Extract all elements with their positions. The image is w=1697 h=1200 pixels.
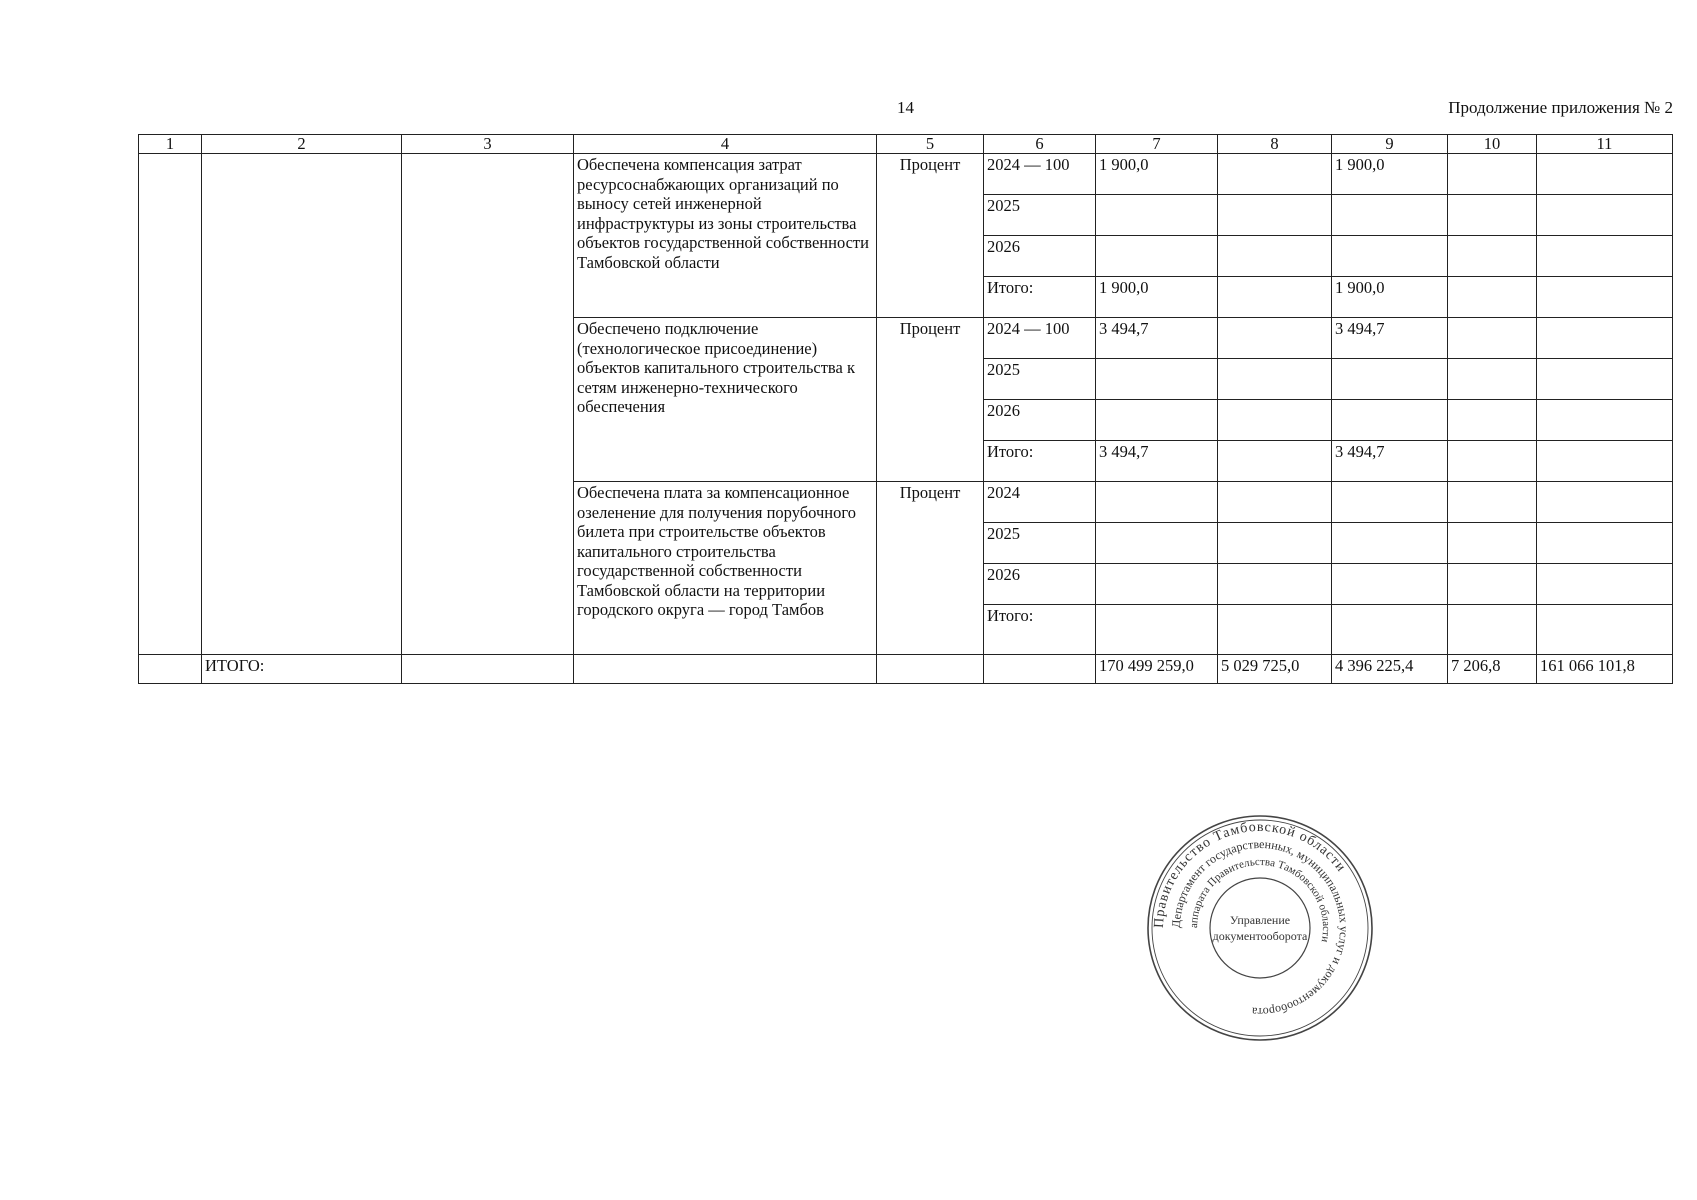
value-cell xyxy=(1218,441,1332,482)
total-row xyxy=(139,655,1673,684)
column-header: 11 xyxy=(1537,135,1673,154)
value-cell xyxy=(1218,523,1332,564)
indicator-description: Обеспечена компенсация затрат ресурсоснабжающих организаций по выносу сетей инженерной инфраструктуры из зоны строительства объектов государственной собственности Тамбовской области xyxy=(574,154,877,318)
column-header: 7 xyxy=(1096,135,1218,154)
value-cell xyxy=(1537,605,1673,655)
year-cell: 2026 xyxy=(984,236,1096,277)
stamp-inner-text: аппарата Правительства Тамбовской области xyxy=(1187,855,1333,944)
value-cell: 1 900,0 xyxy=(1332,154,1448,195)
value-cell xyxy=(1448,277,1537,318)
value-cell xyxy=(1537,400,1673,441)
value-cell xyxy=(1537,277,1673,318)
value-cell: 3 494,7 xyxy=(1332,318,1448,359)
value-cell xyxy=(1332,564,1448,605)
value-cell xyxy=(1448,605,1537,655)
value-cell xyxy=(1332,236,1448,277)
value-cell xyxy=(1096,605,1218,655)
page-number: 14 xyxy=(897,98,914,117)
cell-col3 xyxy=(402,154,574,655)
budget-table xyxy=(138,134,1673,684)
value-cell xyxy=(1537,154,1673,195)
year-cell: 2025 xyxy=(984,359,1096,400)
year-cell: 2025 xyxy=(984,523,1096,564)
value-cell xyxy=(1218,154,1332,195)
value-cell xyxy=(1096,523,1218,564)
unit-cell: Процент xyxy=(877,154,984,318)
value-cell xyxy=(1218,318,1332,359)
column-header: 5 xyxy=(877,135,984,154)
value-cell xyxy=(1096,400,1218,441)
cell-col3 xyxy=(402,655,574,684)
total-value: 161 066 101,8 xyxy=(1537,655,1673,684)
total-value: 170 499 259,0 xyxy=(1096,655,1218,684)
stamp-center-line1: Управление xyxy=(1229,913,1291,927)
cell-col2 xyxy=(202,154,402,655)
value-cell xyxy=(1448,154,1537,195)
cell-col1 xyxy=(139,655,202,684)
value-cell xyxy=(1537,318,1673,359)
value-cell xyxy=(1448,318,1537,359)
value-cell xyxy=(1448,482,1537,523)
year-cell: Итого: xyxy=(984,605,1096,655)
value-cell xyxy=(1448,400,1537,441)
year-cell: Итого: xyxy=(984,277,1096,318)
total-label: ИТОГО: xyxy=(202,655,402,684)
value-cell xyxy=(1448,236,1537,277)
value-cell xyxy=(1332,523,1448,564)
value-cell xyxy=(1096,236,1218,277)
column-header: 4 xyxy=(574,135,877,154)
year-cell: 2024 — 100 xyxy=(984,154,1096,195)
official-stamp xyxy=(1143,813,1377,1043)
value-cell xyxy=(1537,564,1673,605)
total-value: 7 206,8 xyxy=(1448,655,1537,684)
stamp-center-line2: документооборота xyxy=(1212,929,1308,943)
value-cell: 3 494,7 xyxy=(1096,441,1218,482)
unit-cell: Процент xyxy=(877,482,984,655)
year-cell: 2025 xyxy=(984,195,1096,236)
stamp-middle-text: Департамент государственных, муниципальных услуг и документооборота xyxy=(1168,836,1352,1020)
value-cell xyxy=(1448,195,1537,236)
value-cell xyxy=(1332,482,1448,523)
value-cell xyxy=(1218,359,1332,400)
value-cell xyxy=(1332,605,1448,655)
value-cell xyxy=(1218,236,1332,277)
column-header: 2 xyxy=(202,135,402,154)
value-cell xyxy=(1096,564,1218,605)
cell-col6 xyxy=(984,655,1096,684)
year-cell: Итого: xyxy=(984,441,1096,482)
year-cell: 2024 — 100 xyxy=(984,318,1096,359)
value-cell xyxy=(1448,564,1537,605)
column-header: 3 xyxy=(402,135,574,154)
value-cell xyxy=(1218,482,1332,523)
value-cell: 3 494,7 xyxy=(1096,318,1218,359)
value-cell xyxy=(1448,523,1537,564)
value-cell xyxy=(1537,482,1673,523)
year-cell: 2026 xyxy=(984,564,1096,605)
column-header: 10 xyxy=(1448,135,1537,154)
value-cell: 1 900,0 xyxy=(1096,154,1218,195)
value-cell: 3 494,7 xyxy=(1332,441,1448,482)
cell-col1 xyxy=(139,154,202,655)
value-cell xyxy=(1218,277,1332,318)
value-cell xyxy=(1096,482,1218,523)
value-cell xyxy=(1537,523,1673,564)
column-header: 6 xyxy=(984,135,1096,154)
value-cell xyxy=(1448,441,1537,482)
value-cell: 1 900,0 xyxy=(1096,277,1218,318)
year-cell: 2024 xyxy=(984,482,1096,523)
table-row xyxy=(139,154,1673,195)
total-value: 4 396 225,4 xyxy=(1332,655,1448,684)
cell-col4 xyxy=(574,655,877,684)
value-cell xyxy=(1332,400,1448,441)
indicator-description: Обеспечено подключение (технологическое присоединение) объектов капитального строительства к сетям инженерно-технического обеспечения xyxy=(574,318,877,482)
value-cell xyxy=(1218,400,1332,441)
value-cell xyxy=(1537,441,1673,482)
stamp-outer-text: Правительство Тамбовской области xyxy=(1151,819,1349,929)
value-cell xyxy=(1218,564,1332,605)
cell-col5 xyxy=(877,655,984,684)
value-cell xyxy=(1096,359,1218,400)
value-cell: 1 900,0 xyxy=(1332,277,1448,318)
column-number-row xyxy=(139,135,1673,154)
value-cell xyxy=(1537,236,1673,277)
unit-cell: Процент xyxy=(877,318,984,482)
appendix-note: Продолжение приложения № 2 xyxy=(1448,98,1673,117)
value-cell xyxy=(1332,359,1448,400)
column-header: 1 xyxy=(139,135,202,154)
value-cell xyxy=(1537,359,1673,400)
value-cell xyxy=(1218,605,1332,655)
value-cell xyxy=(1096,195,1218,236)
year-cell: 2026 xyxy=(984,400,1096,441)
value-cell xyxy=(1218,195,1332,236)
value-cell xyxy=(1448,359,1537,400)
value-cell xyxy=(1537,195,1673,236)
indicator-description: Обеспечена плата за компенсационное озеленение для получения порубочного билета при строительстве объектов капитального строительства государственной собственности Тамбовской области на территории городского округа — город Тамбов xyxy=(574,482,877,655)
column-header: 9 xyxy=(1332,135,1448,154)
total-value: 5 029 725,0 xyxy=(1218,655,1332,684)
value-cell xyxy=(1332,195,1448,236)
column-header: 8 xyxy=(1218,135,1332,154)
